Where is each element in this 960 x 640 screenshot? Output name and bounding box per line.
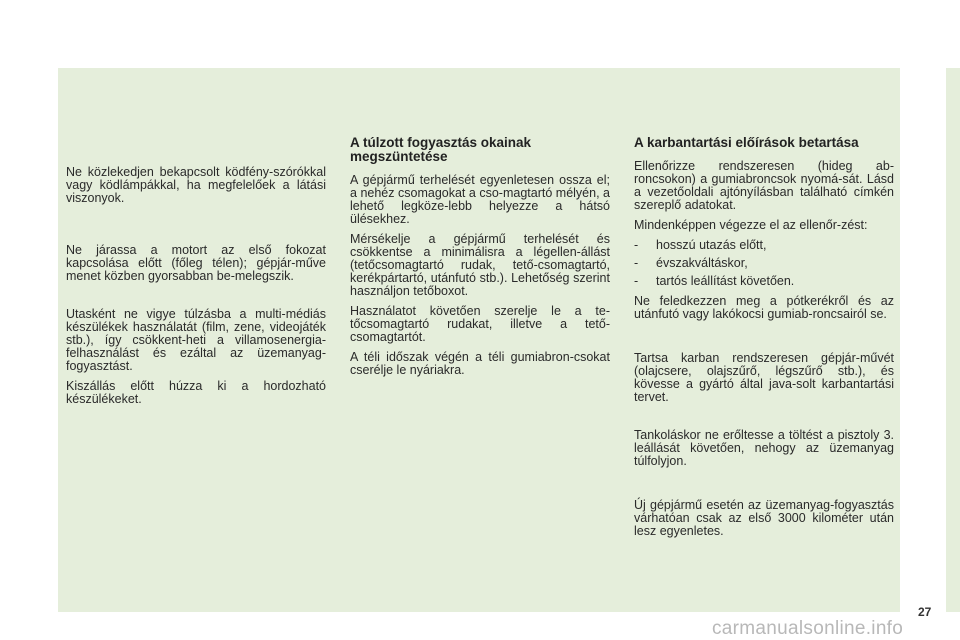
paragraph: Mindenképpen végezze el az ellenőr-zést: (634, 218, 868, 232)
paragraph: Ne közlekedjen bekapcsolt ködfény-szórókkal vagy ködlámpákkal, ha megfelelőek a látási viszonyok. (66, 165, 326, 205)
paragraph: Tartsa karban rendszeresen gépjár-művét (olajcsere, olajszűrő, légszűrő stb.), és kövesse a gyártó által java-solt karbantartási tervet. (634, 351, 894, 404)
paragraph: Kiszállás előtt húzza ki a hordozható készülékeket. (66, 379, 326, 406)
paragraph: Mérsékelje a gépjármű terhelését és csökkentse a minimálisra a légellen-állást (tetőcsomagtartó rudak, tető-csomagtartó, kerékpártartó, utánfutó stb.). Lehetőség szerint használjon tetőboxot. (350, 232, 610, 298)
paragraph: Ne járassa a motort az első fokozat kapcsolása előtt (főleg télen); gépjár-műve menet közben gyorsabban be-melegszik. (66, 243, 326, 283)
paragraph: A gépjármű terhelését egyenletesen ossza el; a nehéz csomagokat a cso-magtartó mélyén, a lehető legköze-lebb helyezze a hátsó ülésekhez. (350, 173, 610, 226)
paragraph: Használatot követően szerelje le a te-tőcsomagtartó rudakat, illetve a tető-csomagtartót. (350, 304, 610, 344)
page-number: 27 (918, 605, 932, 619)
list-item: - évszakváltáskor, (634, 256, 748, 270)
side-strip (946, 68, 960, 612)
paragraph: Ne feledkezzen meg a pótkerékről és az utánfutó vagy lakókocsi gumiab-roncsairól se. (634, 294, 894, 321)
watermark: carmanualsonline.info (712, 618, 904, 639)
list-item: - tartós leállítást követően. (634, 274, 795, 288)
section-heading: A túlzott fogyasztás okainak megszüntetése (350, 135, 532, 164)
paragraph: A téli időszak végén a téli gumiabron-csokat cserélje le nyáriakra. (350, 350, 610, 377)
section-heading: A karbantartási előírások betartása (634, 135, 859, 150)
list-item: - hosszú utazás előtt, (634, 238, 767, 252)
paragraph: Új gépjármű esetén az üzemanyag-fogyasztás várhatóan csak az első 3000 kilométer után lesz egyenletes. (634, 498, 894, 538)
paragraph: Tankoláskor ne erőltesse a töltést a pisztoly 3. leállását követően, nehogy az üzemanyag túlfolyjon. (634, 428, 894, 468)
column-right (634, 136, 894, 545)
column-left (66, 166, 326, 413)
paragraph: Ellenőrizze rendszeresen (hideg ab-roncsokon) a gumiabroncsok nyomá-sát. Lásd a vezetőoldali ajtónyílásban található címkén szereplő adatokat. (634, 159, 894, 212)
paragraph: Utasként ne vigye túlzásba a multi-médiás készülékek használatát (film, zene, videojáték stb.), így csökkent-heti a villamosenergia-felhasználást és ezáltal az üzemanyag-fogyasztást. (66, 307, 326, 373)
column-middle (350, 136, 610, 384)
check-list (634, 239, 894, 288)
